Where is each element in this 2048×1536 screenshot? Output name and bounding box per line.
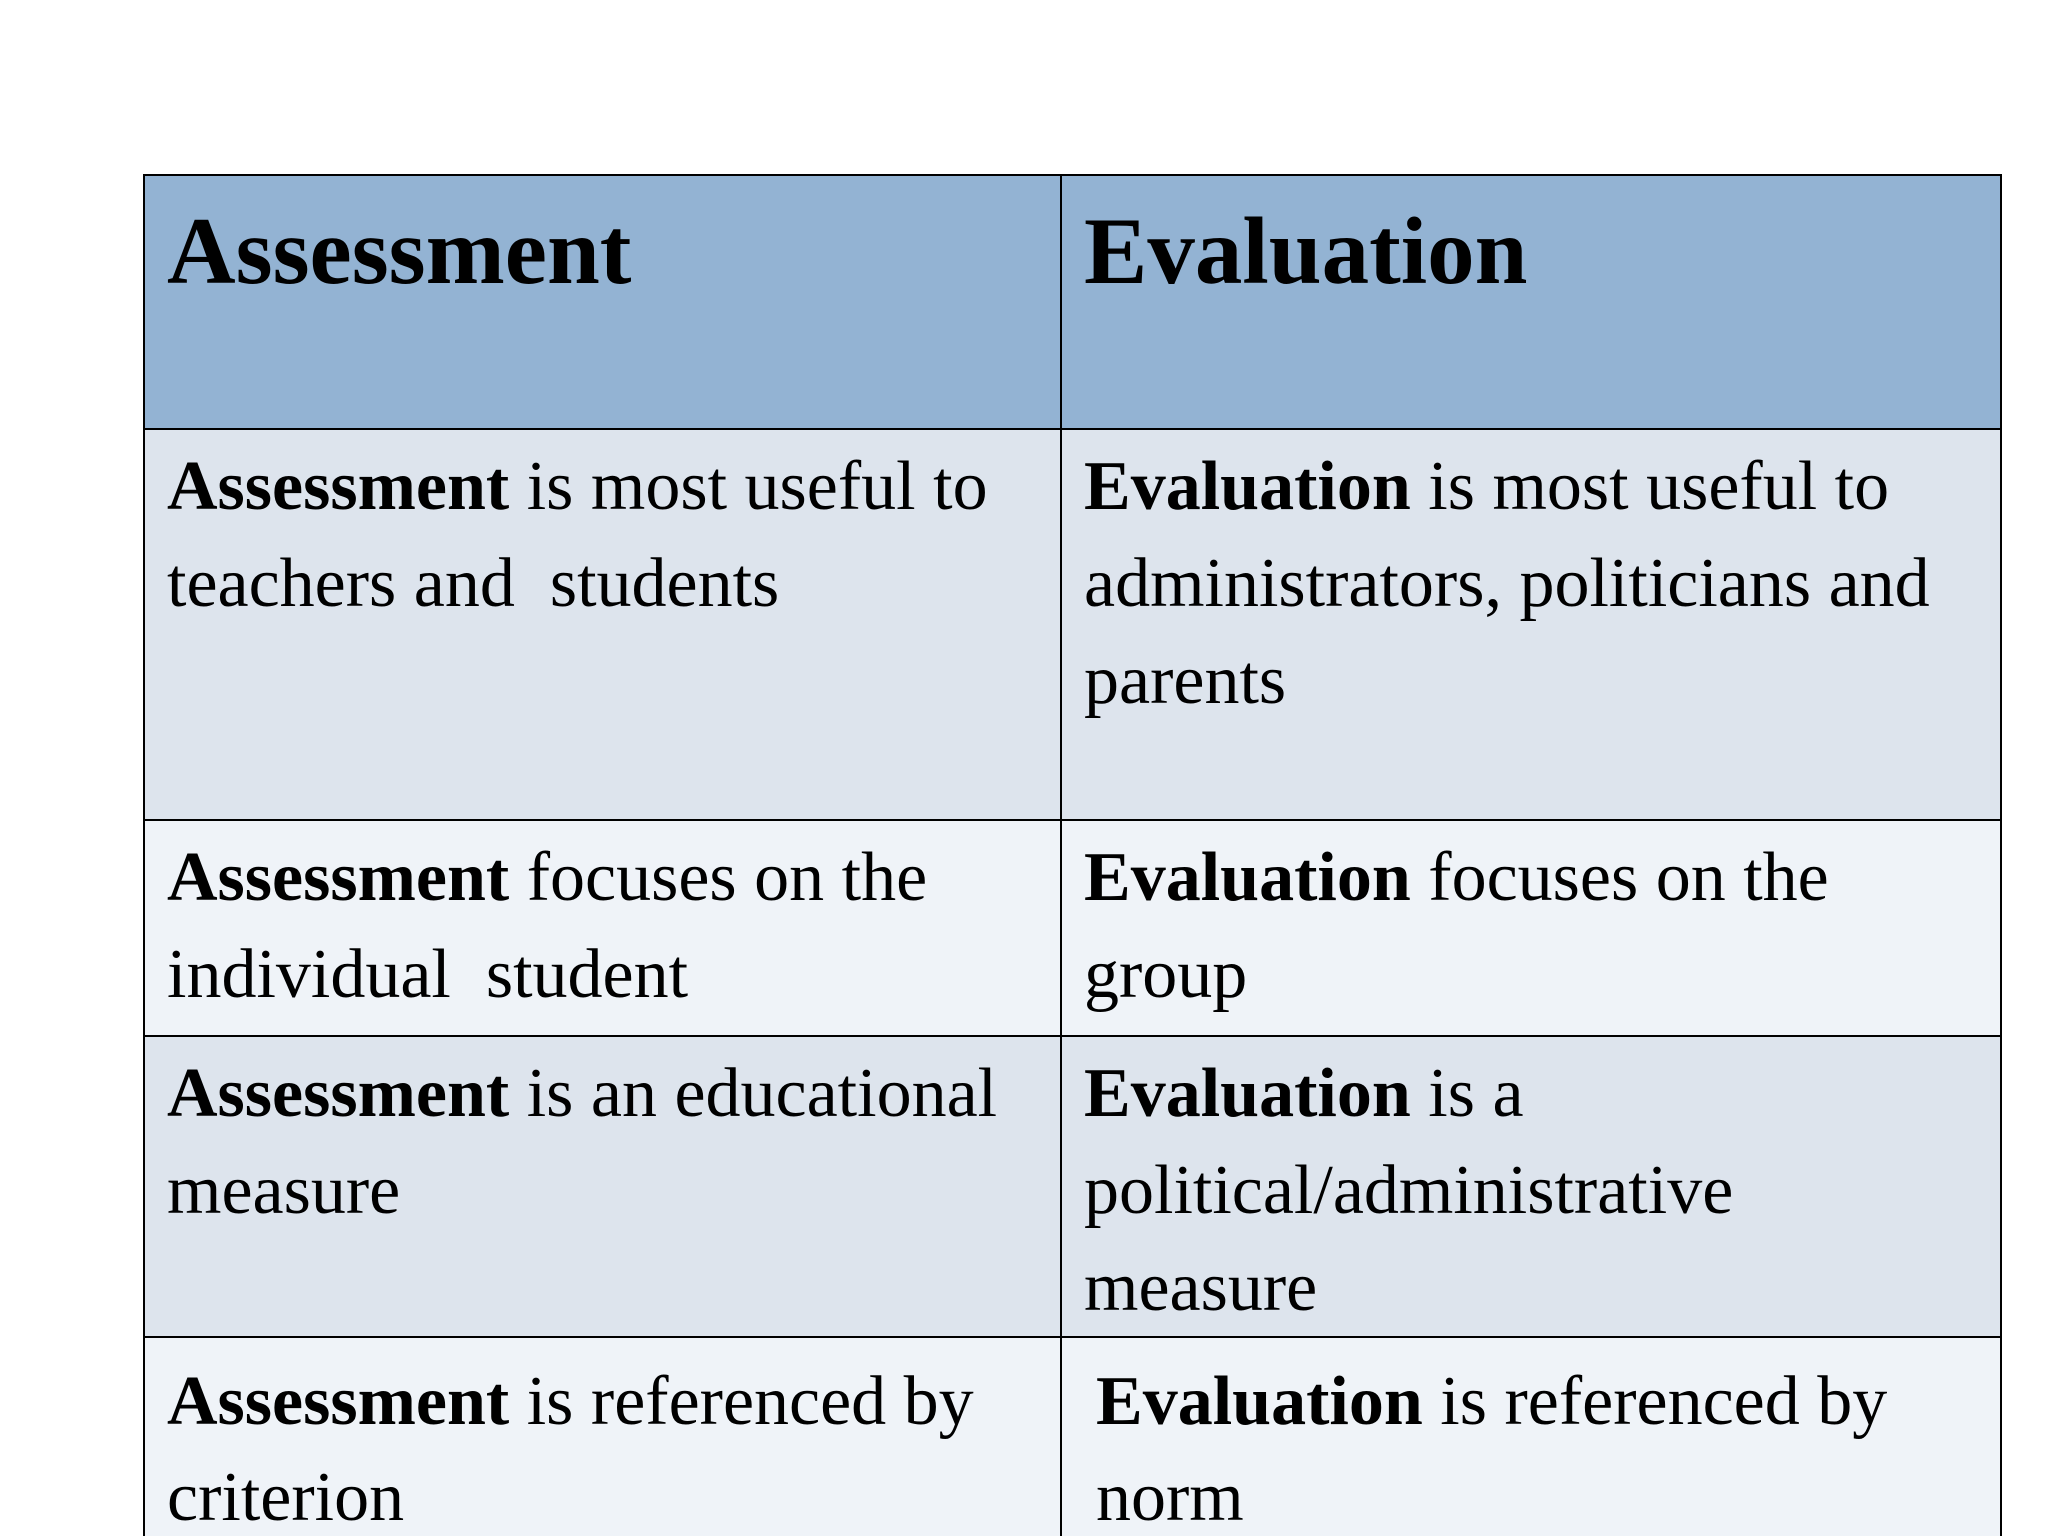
table-row <box>144 1337 2001 1536</box>
evaluation-cell <box>1061 820 2001 1036</box>
header-assessment: Assessment <box>144 175 1061 429</box>
assessment-cell <box>144 820 1061 1036</box>
evaluation-text: is a political/administrative measure <box>1084 1055 1751 1326</box>
table-row <box>144 820 2001 1036</box>
evaluation-text: is most useful to administrators, politicians and parents <box>1084 448 1948 719</box>
evaluation-term: Evaluation <box>1084 1055 1411 1132</box>
comparison-table <box>143 174 2002 1536</box>
evaluation-cell <box>1061 429 2001 820</box>
header-row <box>144 175 2001 429</box>
header-evaluation: Evaluation <box>1061 175 2001 429</box>
assessment-term: Assessment <box>167 839 510 916</box>
assessment-text: is an educational measure <box>167 1055 1015 1229</box>
evaluation-cell <box>1061 1036 2001 1337</box>
evaluation-term: Evaluation <box>1096 1363 1423 1440</box>
assessment-cell <box>144 1036 1061 1337</box>
table-row <box>144 429 2001 820</box>
evaluation-text: is referenced by norm <box>1096 1363 1905 1536</box>
evaluation-term: Evaluation <box>1084 448 1411 525</box>
assessment-term: Assessment <box>167 448 510 525</box>
assessment-cell <box>144 429 1061 820</box>
assessment-text: is most useful to teachers and students <box>167 448 1006 622</box>
assessment-text: focuses on the individual student <box>167 839 945 1013</box>
assessment-text: is referenced by criterion <box>167 1363 992 1536</box>
evaluation-cell <box>1061 1337 2001 1536</box>
assessment-term: Assessment <box>167 1055 510 1132</box>
table-row <box>144 1036 2001 1337</box>
assessment-cell <box>144 1337 1061 1536</box>
assessment-term: Assessment <box>167 1363 510 1440</box>
evaluation-term: Evaluation <box>1084 839 1411 916</box>
evaluation-text: focuses on the group <box>1084 839 1847 1013</box>
